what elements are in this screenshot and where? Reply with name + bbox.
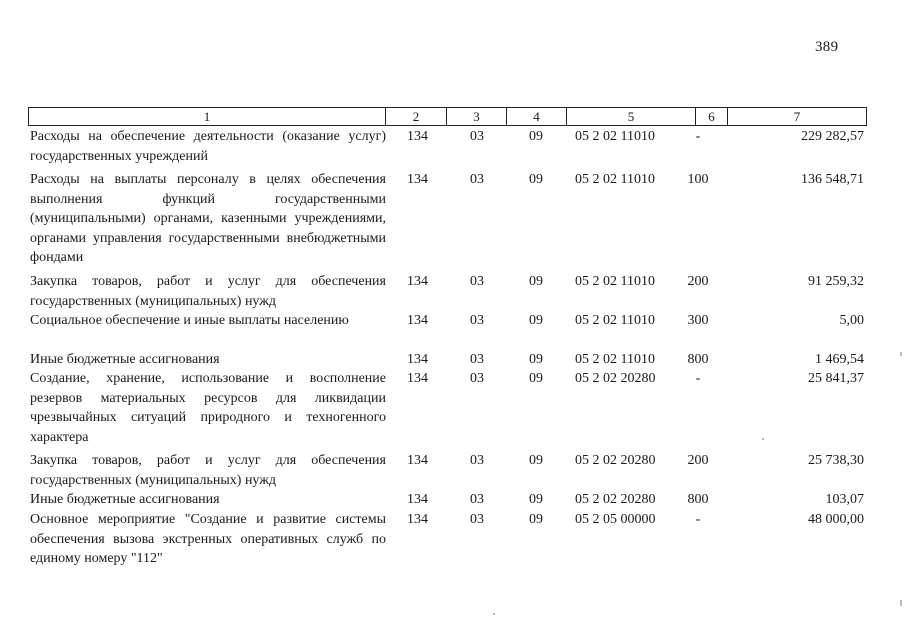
row-col-6: 200 [687,274,709,289]
row-col-3: 03 [470,512,484,527]
table-header [28,107,867,126]
row-col-2: 134 [407,274,428,289]
row-amount: 103,07 [825,492,864,507]
header-cell-7: 7 [727,107,867,126]
row-col-4: 09 [529,371,543,386]
row-col-2: 134 [407,313,428,328]
page-number: 389 [815,39,839,55]
row-amount: 5,00 [839,313,864,328]
row-col-2: 134 [407,172,428,187]
scan-speck [900,600,902,606]
row-col-2: 134 [407,371,428,386]
row-description: Иные бюджетные ассигнования [30,352,220,367]
row-description: Социальное обеспечение и иные выплаты населению [30,313,349,328]
row-description: Расходы на выплаты персоналу в целях обеспечения выполнения функций государственными (муниципальными) органами, казенными учреждениями, органами управления государственными внебюджетными фондами [30,172,386,265]
row-col-3: 03 [470,172,484,187]
row-col-3: 03 [470,352,484,367]
row-col-2: 134 [407,492,428,507]
row-col-3: 03 [470,129,484,144]
row-col-4: 09 [529,352,543,367]
row-col-2: 134 [407,352,428,367]
row-col-5: 05 2 02 20280 [575,453,656,468]
row-col-6: - [695,371,701,386]
row-description: Иные бюджетные ассигнования [30,492,220,507]
row-col-3: 03 [470,371,484,386]
row-amount: 91 259,32 [808,274,864,289]
row-col-4: 09 [529,129,543,144]
row-col-6: - [695,512,701,527]
row-col-4: 09 [529,172,543,187]
row-col-3: 03 [470,492,484,507]
row-description: Закупка товаров, работ и услуг для обеспечения государственных (муниципальных) нужд [30,453,386,488]
row-col-3: 03 [470,453,484,468]
scan-speck [762,438,764,440]
header-cell-5: 5 [566,107,696,126]
row-col-2: 134 [407,453,428,468]
header-cell-3: 3 [446,107,507,126]
row-col-4: 09 [529,453,543,468]
row-col-3: 03 [470,313,484,328]
row-amount: 48 000,00 [808,512,864,527]
row-amount: 1 469,54 [815,352,864,367]
row-col-5: 05 2 02 11010 [575,172,655,187]
row-col-6: 800 [687,352,709,367]
row-col-5: 05 2 02 11010 [575,129,655,144]
row-col-5: 05 2 02 11010 [575,313,655,328]
row-col-6: - [695,129,701,144]
row-col-4: 09 [529,313,543,328]
row-col-5: 05 2 02 11010 [575,274,655,289]
row-col-2: 134 [407,129,428,144]
row-description: Закупка товаров, работ и услуг для обеспечения государственных (муниципальных) нужд [30,274,386,309]
row-amount: 25 841,37 [808,371,864,386]
row-col-5: 05 2 02 11010 [575,352,655,367]
row-col-5: 05 2 02 20280 [575,371,656,386]
row-col-3: 03 [470,274,484,289]
row-description: Основное мероприятие "Создание и развитие системы обеспечения вызова экстренных оперативных служб по единому номеру "112" [30,512,386,566]
header-cell-2: 2 [385,107,447,126]
row-col-6: 100 [687,172,709,187]
row-col-6: 200 [687,453,709,468]
header-cell-4: 4 [506,107,567,126]
row-amount: 136 548,71 [801,172,864,187]
row-col-6: 800 [687,492,709,507]
row-col-4: 09 [529,512,543,527]
header-cell-6: 6 [695,107,728,126]
row-col-2: 134 [407,512,428,527]
row-description: Расходы на обеспечение деятельности (оказание услуг) государственных учреждений [30,129,386,164]
row-col-5: 05 2 05 00000 [575,512,656,527]
scan-speck [493,613,495,615]
row-col-5: 05 2 02 20280 [575,492,656,507]
header-cell-1: 1 [28,107,386,126]
row-amount: 25 738,30 [808,453,864,468]
row-col-4: 09 [529,274,543,289]
row-col-4: 09 [529,492,543,507]
row-description: Создание, хранение, использование и восполнение резервов материальных ресурсов для ликвидации чрезвычайных ситуаций природного и техногенного характера [30,371,386,445]
scan-speck [900,352,902,356]
row-col-6: 300 [687,313,709,328]
row-amount: 229 282,57 [801,129,864,144]
